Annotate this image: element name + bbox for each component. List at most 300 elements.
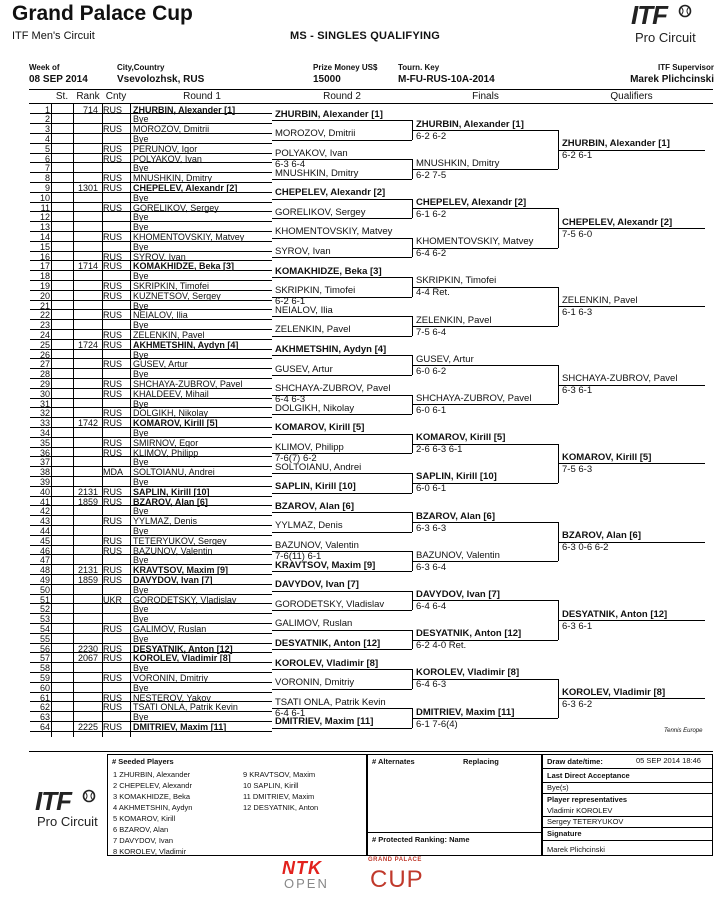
finals-score: 7-5 6-4 [416, 326, 447, 338]
pro-circuit-text: Pro Circuit [635, 30, 696, 45]
round2-player: POLYAKOV, Ivan [275, 147, 348, 159]
qualifier-player: CHEPELEV, Alexandr [2] [562, 216, 673, 228]
round2-player: ZELENKIN, Pavel [275, 324, 351, 336]
round2-player: SOLTOIANU, Andrei [275, 461, 362, 473]
player-name: Bye [133, 457, 149, 468]
country: RUS [103, 486, 123, 497]
ntk-logo: NTK [282, 858, 322, 878]
round2-player: GORELIKOV, Sergey [275, 206, 366, 218]
round2-player: VORONIN, Dmitriy [275, 677, 355, 689]
country: RUS [103, 231, 123, 242]
tennis-ball-icon [82, 789, 96, 803]
draw-row [30, 302, 272, 311]
country: MDA [103, 467, 123, 478]
protected-header: # Protected Ranking: Name [372, 835, 470, 844]
player-name: Bye [133, 506, 149, 517]
round2-player: TSATI ONLA, Patrik Kevin [275, 696, 386, 708]
draw-row [30, 478, 272, 487]
round2-line [272, 120, 412, 121]
event-name: MS - SINGLES QUALIFYING [290, 30, 441, 42]
draw-row [30, 713, 272, 722]
draw-date-label: Draw date/time: [547, 757, 603, 766]
round2-player: YYLMAZ, Denis [275, 520, 343, 532]
draw-number: 47 [39, 555, 50, 566]
country: RUS [103, 653, 123, 664]
draw-number: 36 [39, 447, 50, 458]
draw-number: 41 [39, 496, 50, 507]
round2-player: KHOMENTOVSKIY, Matvey [275, 226, 393, 238]
country: RUS [103, 672, 123, 683]
player-name: Bye [133, 525, 149, 536]
round2-line [272, 571, 412, 572]
country: RUS [103, 565, 123, 576]
draw-number: 24 [39, 329, 50, 340]
rank: 2131 [77, 565, 98, 576]
finals-score: 6-3 6-3 [416, 522, 447, 534]
col-round2: Round 2 [323, 91, 361, 102]
draw-row [30, 243, 272, 252]
city-label: City,Country [117, 63, 165, 72]
round2-player: BAZUNOV, Valentin [275, 539, 359, 551]
draw-number: 4 [44, 133, 50, 144]
round2-player: CHEPELEV, Alexandr [2] [275, 187, 386, 199]
finals-score: 6-2 4-0 Ret. [416, 640, 467, 652]
player-name: PERUNOV, Igor [133, 143, 198, 154]
draw-number: 37 [39, 457, 50, 468]
qualifier-score: 6-3 0-6 6-2 [562, 542, 609, 554]
round2-line [272, 199, 412, 200]
player-name: VORONIN, Dmitriy [133, 672, 208, 683]
rank: 2225 [77, 721, 98, 732]
country: RUS [103, 516, 123, 527]
seed-entry: 9 KRAVTSOV, Maxim [243, 770, 316, 779]
finals-score: 2-6 6-3 6-1 [416, 444, 463, 456]
prize-label: Prize Money US$ [313, 63, 378, 72]
qualifier-player: BZAROV, Alan [6] [562, 530, 642, 542]
player-name: Bye [133, 712, 149, 723]
round2-player: SHCHAYA-ZUBROV, Pavel [275, 383, 391, 395]
draw-number: 40 [39, 486, 50, 497]
round2-line [272, 473, 412, 474]
qualifier-score: 7-5 6-3 [562, 463, 593, 475]
country: RUS [103, 359, 123, 370]
country: RUS [103, 310, 123, 321]
draw-number: 34 [39, 427, 50, 438]
round2-line [272, 316, 412, 317]
draw-number: 62 [39, 702, 50, 713]
info-rule-3 [542, 793, 713, 794]
draw-number: 29 [39, 378, 50, 389]
seeds-left-list [113, 769, 192, 857]
round2-line [272, 336, 412, 337]
seed-entry: 3 KOMAKHIDZE, Beka [113, 792, 191, 801]
country: RUS [103, 388, 123, 399]
round2-player: DAVYDOV, Ivan [7] [275, 579, 359, 591]
qualifier-score: 7-5 6-0 [562, 228, 593, 240]
qualifier-score: 6-3 6-1 [562, 385, 593, 397]
draw-number: 17 [39, 261, 50, 272]
country: RUS [103, 202, 123, 213]
round2-player: BZAROV, Alan [6] [275, 500, 355, 512]
country: RUS [103, 545, 123, 556]
rank: 2067 [77, 653, 98, 664]
draw-number: 22 [39, 310, 50, 321]
draw-number: 57 [39, 653, 50, 664]
round2-line [272, 257, 412, 258]
player-rep-2: Sergey TETERYUKOV [547, 817, 624, 826]
draw-number: 60 [39, 682, 50, 693]
tourn-key-label: Tourn. Key [398, 63, 440, 72]
round2-player: GORODETSKY, Vladislav [275, 598, 385, 610]
round2-player: GUSEV, Artur [275, 363, 333, 375]
player-name: Bye [133, 192, 149, 203]
draw-number: 3 [44, 124, 50, 135]
col-rank: Rank [76, 91, 100, 102]
finals-score: 6-0 6-1 [416, 404, 447, 416]
round2-score: 7-6(7) 6-2 [275, 452, 317, 464]
round2-player: SAPLIN, Kirill [10] [275, 481, 356, 493]
player-name: ZELENKIN, Pavel [133, 329, 205, 340]
round2-score: 6-3 6-4 [275, 158, 306, 170]
player-name: SOLTOIANU, Andrei [133, 467, 215, 478]
player-name: KOROLEV, Vladimir [8] [133, 653, 231, 664]
draw-number: 58 [39, 663, 50, 674]
finals-player: DMITRIEV, Maxim [11] [416, 706, 515, 718]
finals-player: SAPLIN, Kirill [10] [416, 471, 497, 483]
draw-row [30, 351, 272, 360]
draw-number: 11 [40, 202, 50, 213]
player-name: Bye [133, 133, 149, 144]
country: RUS [103, 496, 123, 507]
player-name: Bye [133, 604, 149, 615]
country: RUS [103, 261, 123, 272]
draw-row [30, 370, 272, 379]
draw-number: 26 [39, 349, 50, 360]
player-name: Bye [133, 222, 149, 233]
country: RUS [103, 535, 123, 546]
finals-score: 6-2 6-2 [416, 130, 447, 142]
round2-score: 6-2 6-1 [275, 296, 306, 308]
country: RUS [103, 143, 123, 154]
seed-entry: 4 AKHMETSHIN, Aydyn [113, 803, 193, 812]
finals-score: 6-1 7-6(4) [416, 718, 458, 730]
player-name: KHALDEEV, Mihail [133, 388, 209, 399]
rank: 1859 [77, 496, 98, 507]
round2-player: DOLGIKH, Nikolay [275, 402, 355, 414]
player-name: SAPLIN, Kirill [10] [133, 486, 210, 497]
draw-number: 27 [39, 359, 50, 370]
finals-score: 6-3 6-4 [416, 561, 447, 573]
draw-number: 43 [39, 516, 50, 527]
draw-row [30, 135, 272, 144]
draw-number: 2 [44, 114, 50, 125]
player-name: Bye [133, 663, 149, 674]
round2-player: MNUSHKIN, Dmitry [275, 167, 359, 179]
player-name: KRAVTSOV, Maxim [9] [133, 565, 229, 576]
player-name: Bye [133, 320, 149, 331]
draw-number: 30 [39, 388, 50, 399]
draw-number: 48 [39, 565, 50, 576]
circuit-name: ITF Men's Circuit [12, 30, 95, 42]
qualifier-player: DESYATNIK, Anton [12] [562, 608, 668, 620]
itf-logo [628, 2, 708, 50]
country: UKR [103, 594, 123, 605]
finals-score: 6-2 7-5 [416, 169, 447, 181]
player-name: KOMAKHIDZE, Beka [3] [133, 261, 235, 272]
seed-entry: 6 BZAROV, Alan [113, 825, 169, 834]
finals-score: 6-1 6-2 [416, 208, 447, 220]
draw-row [30, 615, 272, 624]
draw-number: 23 [39, 320, 50, 331]
country: RUS [103, 339, 123, 350]
seeds-right-list [243, 769, 318, 813]
draw-number: 50 [39, 584, 50, 595]
draw-number: 46 [39, 545, 50, 556]
draw-number: 10 [39, 192, 50, 203]
rank: 1742 [77, 418, 98, 429]
round2-line [272, 238, 412, 239]
player-name: Bye [133, 476, 149, 487]
round2-line [272, 630, 412, 631]
signature-label: Signature [547, 829, 582, 838]
seed-entry: 10 SAPLIN, Kirill [243, 781, 299, 790]
round2-line [272, 140, 412, 141]
itf-logo-text: ITF [631, 0, 667, 30]
round2-player: SYROV, Ivan [275, 245, 331, 257]
qualifier-player: ZHURBIN, Alexander [1] [562, 138, 670, 150]
player-name: KOMAROV, Kirill [5] [133, 418, 218, 429]
seed-entry: 5 KOMAROV, Kirill [113, 814, 176, 823]
player-name: Bye [133, 682, 149, 693]
tennis-ball-icon [678, 4, 692, 18]
col-st: St. [55, 91, 69, 102]
draw-row [30, 429, 272, 438]
finals-player: KOMAROV, Kirill [5] [416, 432, 506, 444]
player-name: GORELIKOV, Sergey [133, 202, 219, 213]
draw-number: 25 [39, 339, 50, 350]
finals-player: BZAROV, Alan [6] [416, 510, 496, 522]
draw-number: 49 [39, 574, 50, 585]
player-name: Bye [133, 271, 149, 282]
round2-line [272, 532, 412, 533]
header-bottom-rule [29, 103, 713, 104]
round2-player: KOMAROV, Kirill [5] [275, 422, 365, 434]
finals-player: SKRIPKIN, Timofei [416, 275, 497, 287]
draw-number: 33 [39, 418, 50, 429]
player-name: SYROV, Ivan [133, 251, 186, 262]
qualifier-score: 6-3 6-1 [562, 620, 593, 632]
draw-number: 8 [44, 173, 50, 184]
qualifier-player: KOROLEV, Vladimir [8] [562, 686, 666, 698]
alternates-header: # Alternates [372, 757, 415, 766]
round2-line [272, 414, 412, 415]
player-name: Bye [133, 300, 149, 311]
draw-number: 12 [39, 212, 50, 223]
info-rule-1 [542, 768, 713, 769]
finals-score: 6-4 6-2 [416, 248, 447, 260]
lda-label: Last Direct Acceptance [547, 771, 630, 780]
draw-number: 38 [39, 467, 50, 478]
player-name: POLYAKOV, Ivan [133, 153, 202, 164]
draw-number: 54 [39, 623, 50, 634]
country: RUS [103, 623, 123, 634]
finals-player: ZELENKIN, Pavel [416, 314, 492, 326]
player-name: TETERYUKOV, Sergey [133, 535, 227, 546]
player-name: Bye [133, 114, 149, 125]
draw-number: 19 [39, 280, 50, 291]
country: RUS [103, 378, 123, 389]
country: RUS [103, 329, 123, 340]
header-rule [29, 89, 713, 90]
page-title: Grand Palace Cup [12, 2, 193, 25]
country: RUS [103, 104, 123, 115]
draw-number: 28 [39, 369, 50, 380]
player-name: AKHMETSHIN, Aydyn [4] [133, 339, 239, 350]
draw-row [30, 115, 272, 124]
draw-number: 6 [44, 153, 50, 164]
player-name: GUSEV, Artur [133, 359, 188, 370]
draw-row [30, 164, 272, 173]
finals-player: GUSEV, Artur [416, 353, 474, 365]
itf-logo-footer-text: ITF [35, 786, 71, 816]
grand-palace-cup-text: CUP [370, 866, 424, 893]
player-name: Bye [133, 241, 149, 252]
draw-row [30, 635, 272, 644]
round2-player: KLIMOV, Philipp [275, 441, 344, 453]
player-name: Bye [133, 555, 149, 566]
finals-player: DAVYDOV, Ivan [7] [416, 588, 500, 600]
player-rep-1: Vladimir KOROLEV [547, 806, 613, 815]
draw-number: 56 [39, 643, 50, 654]
draw-number: 39 [39, 476, 50, 487]
player-name: CHEPELEV, Alexandr [2] [133, 182, 238, 193]
finals-player: KHOMENTOVSKIY, Matvey [416, 236, 534, 248]
draw-row [30, 213, 272, 222]
round2-line [272, 610, 412, 611]
col-round1: Round 1 [183, 91, 221, 102]
round2-score: 7-6(11) 6-1 [275, 550, 322, 562]
rank: 1724 [77, 339, 98, 350]
itf-logo-footer [32, 786, 112, 832]
qualifier-score: 6-3 6-2 [562, 698, 593, 710]
finals-score: 4-4 Ret. [416, 287, 450, 299]
player-name: Bye [133, 584, 149, 595]
draw-number: 45 [39, 535, 50, 546]
draw-row [30, 684, 272, 693]
draw-row [30, 586, 272, 595]
player-name: Bye [133, 163, 149, 174]
col-qualifiers: Qualifiers [610, 91, 653, 102]
player-name: BAZUNOV, Valentin [133, 545, 213, 556]
draw-row [30, 605, 272, 614]
player-name: DESYATNIK, Anton [12] [133, 643, 233, 654]
draw-number: 61 [39, 692, 50, 703]
tourn-key-value: M-FU-RUS-10A-2014 [398, 74, 495, 85]
player-name: GALIMOV, Ruslan [133, 623, 207, 634]
round2-line [272, 277, 412, 278]
round2-line [272, 355, 412, 356]
country: RUS [103, 418, 123, 429]
rank: 2230 [77, 643, 98, 654]
round2-player: SKRIPKIN, Timofei [275, 285, 356, 297]
draw-row [30, 507, 272, 516]
country: RUS [103, 721, 123, 732]
finals-score: 6-0 6-2 [416, 365, 447, 377]
supervisor-label: ITF Supervisor [657, 63, 714, 72]
round2-line [272, 649, 412, 650]
col-finals: Finals [472, 91, 499, 102]
player-name: SMIRNOV, Egor [133, 437, 199, 448]
country: RUS [103, 124, 123, 135]
round2-player: KRAVTSOV, Maxim [9] [275, 559, 376, 571]
qualifier-score: 6-1 6-3 [562, 306, 593, 318]
draw-number: 13 [39, 222, 50, 233]
round2-line [272, 669, 412, 670]
player-name: Bye [133, 212, 149, 223]
country: RUS [103, 251, 123, 262]
round2-line [272, 179, 412, 180]
country: RUS [103, 153, 123, 164]
rank: 1859 [77, 574, 98, 585]
replacing-header: Replacing [463, 757, 499, 766]
player-name: DMITRIEV, Maxim [11] [133, 721, 227, 732]
draw-number: 21 [39, 300, 50, 311]
footer-rule [29, 751, 713, 752]
finals-score: 6-4 6-3 [416, 679, 447, 691]
draw-number: 51 [39, 594, 50, 605]
round2-player: MOROZOV, Dmitrii [275, 128, 356, 140]
week-of-label: Week of [29, 63, 60, 72]
rank: 1301 [77, 182, 98, 193]
country: RUS [103, 280, 123, 291]
draw-number: 42 [39, 506, 50, 517]
player-name: SKRIPKIN, Timofei [133, 280, 210, 291]
player-name: DOLGIKH, Nikolay [133, 408, 209, 419]
seed-entry: 8 KOROLEV, Vladimir [113, 847, 187, 856]
finals-player: MNUSHKIN, Dmitry [416, 157, 500, 169]
info-rule-6 [542, 840, 713, 841]
draw-number: 31 [39, 398, 50, 409]
draw-row [30, 272, 272, 281]
player-name: GORODETSKY, Vladislav [133, 594, 237, 605]
draw-number: 16 [39, 251, 50, 262]
col-cnty: Cnty [105, 91, 127, 102]
draw-row [30, 556, 272, 565]
finals-player: KOROLEV, Vladimir [8] [416, 667, 520, 679]
draw-number: 32 [39, 408, 50, 419]
player-reps-label: Player representatives [547, 795, 628, 804]
player-name: Bye [133, 427, 149, 438]
round2-player: KOROLEV, Vladimir [8] [275, 657, 379, 669]
round2-line [272, 434, 412, 435]
draw-number: 64 [39, 721, 50, 732]
player-name: MNUSHKIN, Dmitry [133, 173, 212, 184]
player-name: KLIMOV, Philipp [133, 447, 199, 458]
draw-number: 15 [39, 241, 50, 252]
round2-player: DESYATNIK, Anton [12] [275, 637, 381, 649]
rank: 714 [82, 104, 98, 115]
finals-player: BAZUNOV, Valentin [416, 549, 500, 561]
player-name: MOROZOV, Dmitrii [133, 124, 210, 135]
draw-date-value: 05 SEP 2014 18:46 [636, 756, 701, 765]
player-name: Bye [133, 614, 149, 625]
player-name: DAVYDOV, Ivan [7] [133, 574, 213, 585]
draw-row [30, 321, 272, 330]
supervisor-value: Marek Plichcinski [630, 74, 714, 85]
country: RUS [103, 692, 123, 703]
round2-player: ZHURBIN, Alexander [1] [275, 108, 383, 120]
draw-number: 20 [39, 290, 50, 301]
